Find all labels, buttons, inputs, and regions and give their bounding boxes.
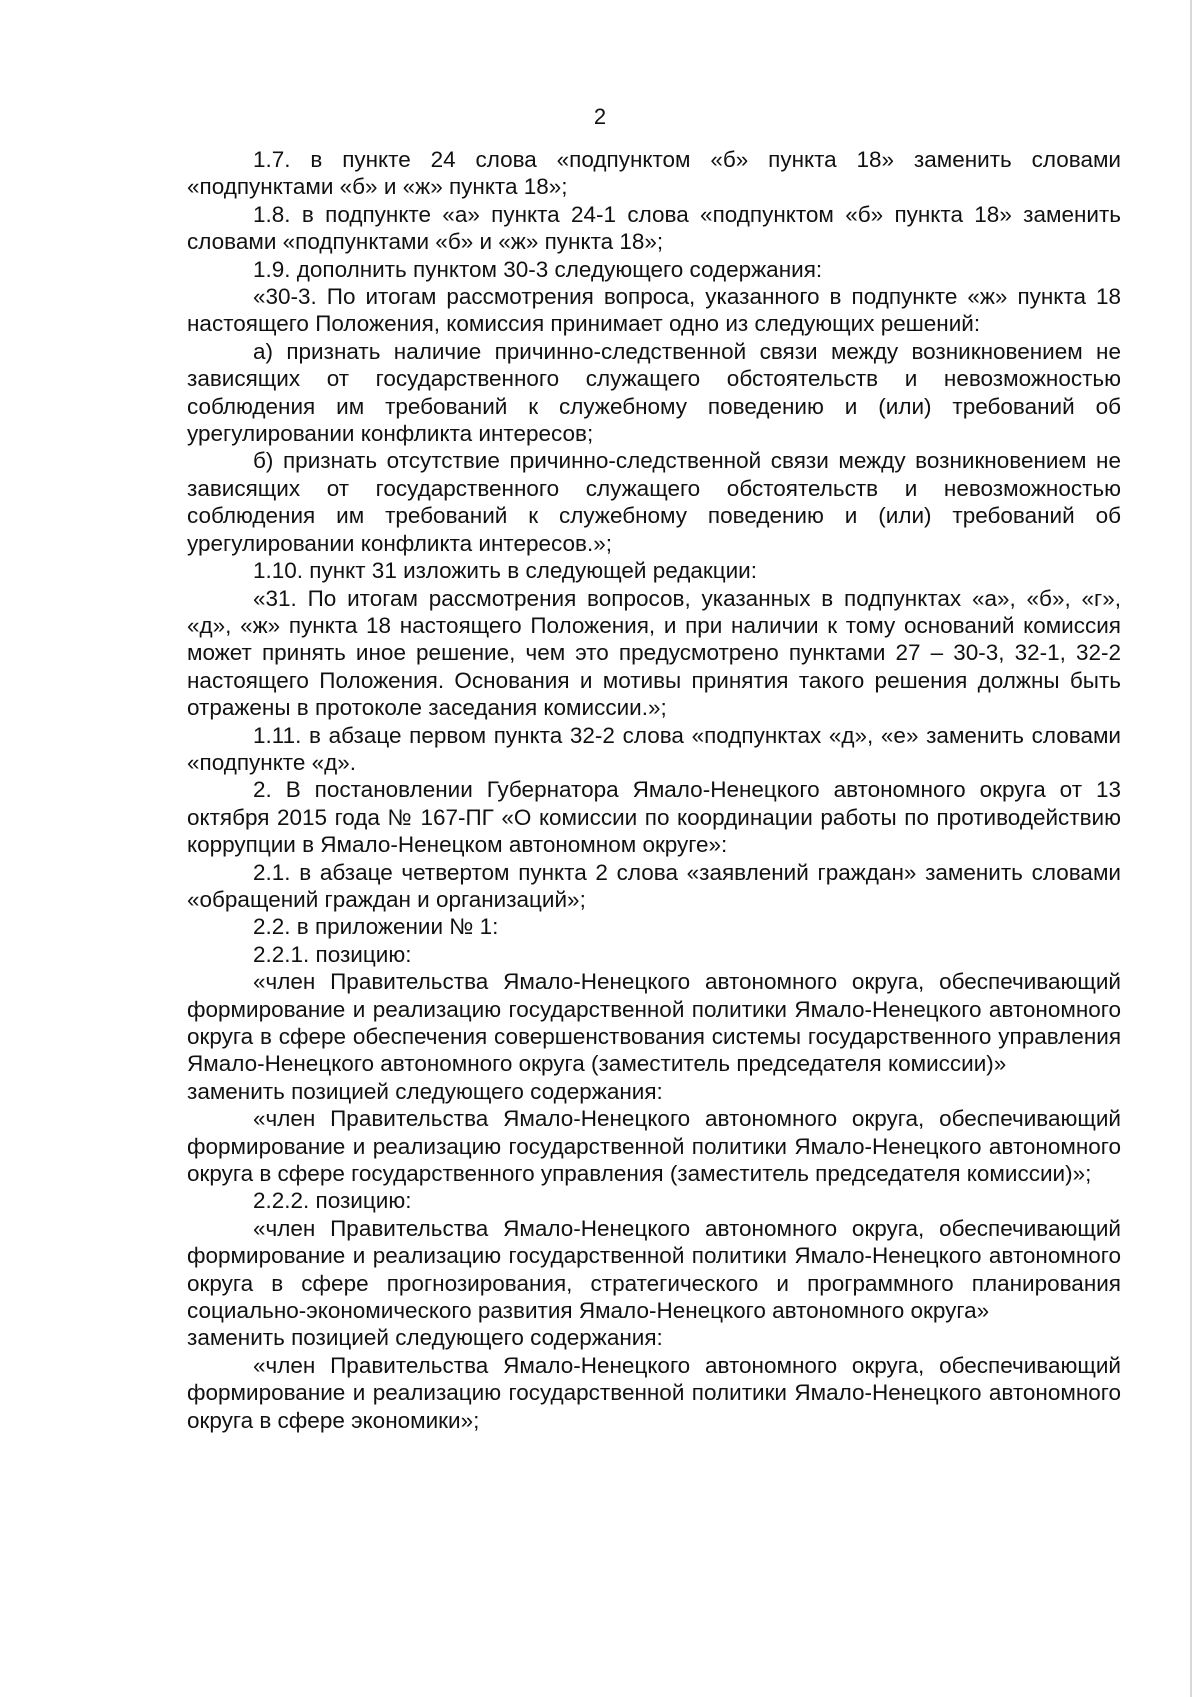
- document-body: [187, 146, 1121, 1434]
- paragraph: 2.2.1. позицию:: [253, 941, 412, 967]
- paragraph: а) признать наличие причинно-следственной связи между возникновением не зависящих от государственного служащего обстоятельств и невозможностью соблюдения им требований к служебному поведению и (или) требований об урегулировании конфликта интересов;: [187, 338, 1121, 447]
- paragraph: «30-3. По итогам рассмотрения вопроса, указанного в подпункте «ж» пункта 18 настоящего Положения, комиссия принимает одно из следующих решений:: [187, 284, 1121, 337]
- paragraph: «член Правительства Ямало-Ненецкого автономного округа, обеспечивающий формирование и реализацию государственной политики Ямало-Ненецкого автономного округа в сфере государственного управления (заместитель председателя комиссии)»;: [187, 1106, 1121, 1187]
- scan-edge: [1190, 0, 1192, 1697]
- paragraph: 1.7. в пункте 24 слова «подпунктом «б» пункта 18» заменить словами «подпунктами «б» и «ж» пункта 18»;: [187, 147, 1121, 200]
- paragraph: 2. В постановлении Губернатора Ямало-Ненецкого автономного округа от 13 октября 2015 года № 167-ПГ «О комиссии по координации работы по противодействию коррупции в Ямало-Ненецком автономном округе»:: [187, 777, 1121, 858]
- paragraph: 1.9. дополнить пунктом 30-3 следующего содержания:: [253, 256, 823, 282]
- paragraph: «член Правительства Ямало-Ненецкого автономного округа, обеспечивающий формирование и реализацию государственной политики Ямало-Ненецкого автономного округа в сфере экономики»;: [187, 1352, 1121, 1433]
- paragraph: б) признать отсутствие причинно-следственной связи между возникновением не зависящих от государственного служащего обстоятельств и невозможностью соблюдения им требований к служебному поведению и (или) требований об урегулировании конфликта интересов.»;: [187, 448, 1121, 556]
- paragraph: 1.10. пункт 31 изложить в следующей редакции:: [253, 558, 757, 584]
- paragraph: заменить позицией следующего содержания:: [187, 1078, 663, 1104]
- paragraph: 1.8. в подпункте «а» пункта 24-1 слова «подпунктом «б» пункта 18» заменить словами «подпунктами «б» и «ж» пункта 18»;: [187, 201, 1121, 255]
- paragraph: «член Правительства Ямало-Ненецкого автономного округа, обеспечивающий формирование и реализацию государственной политики Ямало-Ненецкого автономного округа в сфере прогнозирования, стратегического и программного планирования социально-экономического развития Ямало-Ненецкого автономного округа»: [187, 1215, 1121, 1324]
- page-number: 2: [593, 104, 607, 129]
- paragraph: заменить позицией следующего содержания:: [187, 1325, 663, 1351]
- paragraph: 2.1. в абзаце четвертом пункта 2 слова «заявлений граждан» заменить словами «обращений граждан и организаций»;: [187, 859, 1121, 912]
- paragraph: 2.2.2. позицию:: [253, 1188, 412, 1214]
- paragraph: 1.11. в абзаце первом пункта 32-2 слова «подпунктах «д», «е» заменить словами «подпункте «д».: [187, 722, 1121, 775]
- paragraph: 2.2. в приложении № 1:: [253, 914, 499, 940]
- paragraph: «31. По итогам рассмотрения вопросов, указанных в подпунктах «а», «б», «г», «д», «ж» пункта 18 настоящего Положения, и при наличии к тому оснований комиссия может принять иное решение, чем это предусмотрено пунктами 27 – 30-3, 32-1, 32-2 настоящего Положения. Основания и мотивы принятия такого решения должны быть отражены в протоколе заседания комиссии.»;: [187, 585, 1121, 721]
- paragraph: «член Правительства Ямало-Ненецкого автономного округа, обеспечивающий формирование и реализацию государственной политики Ямало-Ненецкого автономного округа в сфере обеспечения совершенствования системы государственного управления Ямало-Ненецкого автономного округа (заместитель председателя комиссии)»: [187, 969, 1121, 1077]
